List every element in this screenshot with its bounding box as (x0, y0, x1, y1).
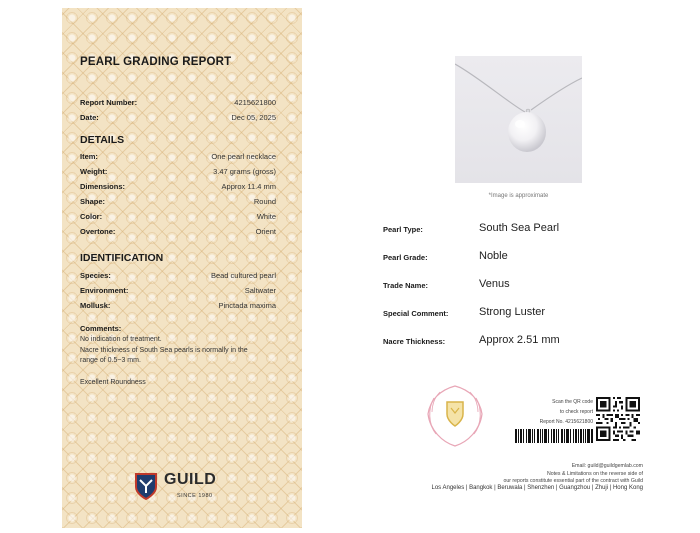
report-date-value: Dec 05, 2025 (231, 113, 276, 122)
pearl-detail-label: Pearl Type: (383, 225, 423, 234)
pearl-detail-value: Strong Luster (479, 306, 546, 318)
detail-label: Overtone: (80, 227, 116, 236)
identification-row (80, 271, 276, 283)
pearl-detail-value: Venus (479, 278, 510, 290)
contact-notes-line2: our reports constitute essential part of the contract with Guild (503, 478, 643, 484)
pearl-detail-label: Special Comment: (383, 309, 449, 318)
identification-value: Pinctada maxima (218, 301, 276, 310)
pearl-detail-value: Approx 2.51 mm (479, 334, 560, 346)
detail-row (80, 227, 276, 239)
pearl-necklace-image (455, 56, 582, 183)
detail-label: Dimensions: (80, 182, 126, 191)
report-number-value: 4215621800 (234, 98, 276, 107)
detail-value: White (256, 212, 276, 221)
comment-extra: Excellent Roundness (80, 379, 146, 386)
pearl-detail-row (383, 278, 643, 294)
report-date-row (80, 113, 276, 125)
identification-heading: IDENTIFICATION (80, 252, 164, 264)
detail-row (80, 167, 276, 179)
pearl-detail-value: South Sea Pearl (479, 222, 560, 234)
detail-value: Round (253, 197, 276, 206)
brand-name: GUILD (164, 471, 217, 488)
qr-code-icon[interactable] (596, 397, 640, 441)
detail-label: Color: (80, 212, 103, 221)
qr-report-number: Report No. 4215621800 (539, 419, 593, 425)
detail-row (80, 212, 276, 224)
detail-row (80, 182, 276, 194)
pearl-photo (455, 56, 582, 183)
barcode-icon (515, 429, 593, 443)
comments-label: Comments: (80, 324, 122, 333)
identification-label: Mollusk: (80, 301, 111, 310)
details-heading: DETAILS (80, 134, 125, 146)
guild-logo (134, 470, 244, 504)
hologram-seal-icon (420, 380, 490, 450)
pearl-detail-row (383, 250, 643, 266)
detail-label: Weight: (80, 167, 108, 176)
pearl-detail-row (383, 222, 643, 238)
report-panel (62, 8, 302, 528)
pearl-detail-row (383, 306, 643, 322)
detail-value: 3.47 grams (gross) (213, 167, 276, 176)
detail-row (80, 197, 276, 209)
contact-email: Email: guild@guildgemlab.com (571, 463, 643, 469)
contact-notes-line1: Notes & Limitations on the reverse side of (546, 471, 643, 477)
report-title: PEARL GRADING REPORT (80, 56, 232, 68)
identification-value: Bead cultured pearl (210, 271, 276, 280)
pearl-detail-label: Pearl Grade: (383, 253, 428, 262)
pearl-detail-row (383, 334, 643, 350)
guild-shield-icon (134, 472, 158, 500)
detail-row (80, 152, 276, 164)
comments-text (80, 335, 276, 367)
identification-row (80, 301, 276, 313)
detail-label: Shape: (80, 197, 106, 206)
identification-label: Environment: (80, 286, 129, 295)
comment-line: range of 0.5~3 mm. (80, 357, 141, 364)
comment-line: No indication of treatment. (80, 336, 162, 343)
comment-line: Nacre thickness of South Sea pearls is normally in the (80, 346, 248, 354)
detail-value: One pearl necklace (211, 152, 276, 161)
brand-since: SINCE 1980 (177, 493, 213, 499)
qr-instruction-line2: to check report (559, 409, 593, 415)
pearl-detail-value: Noble (479, 250, 508, 262)
identification-label: Species: (80, 271, 111, 280)
detail-value: Orient (255, 227, 276, 236)
report-number-label: Report Number: (80, 98, 138, 107)
detail-value: Approx 11.4 mm (221, 182, 276, 191)
detail-label: Item: (80, 152, 98, 161)
report-number-row (80, 98, 276, 110)
qr-instruction-line1: Scan the QR code (552, 399, 593, 405)
pearl-detail-label: Nacre Thickness: (383, 337, 446, 346)
identification-row (80, 286, 276, 298)
image-caption: *Image is approximate (488, 193, 549, 199)
identification-value: Saltwater (244, 286, 276, 295)
report-date-label: Date: (80, 113, 99, 122)
pearl-detail-label: Trade Name: (383, 281, 429, 290)
office-cities: Los Angeles | Bangkok | Beruwala | Shenzhen | Guangzhou | Zhuji | Hong Kong (431, 485, 643, 491)
